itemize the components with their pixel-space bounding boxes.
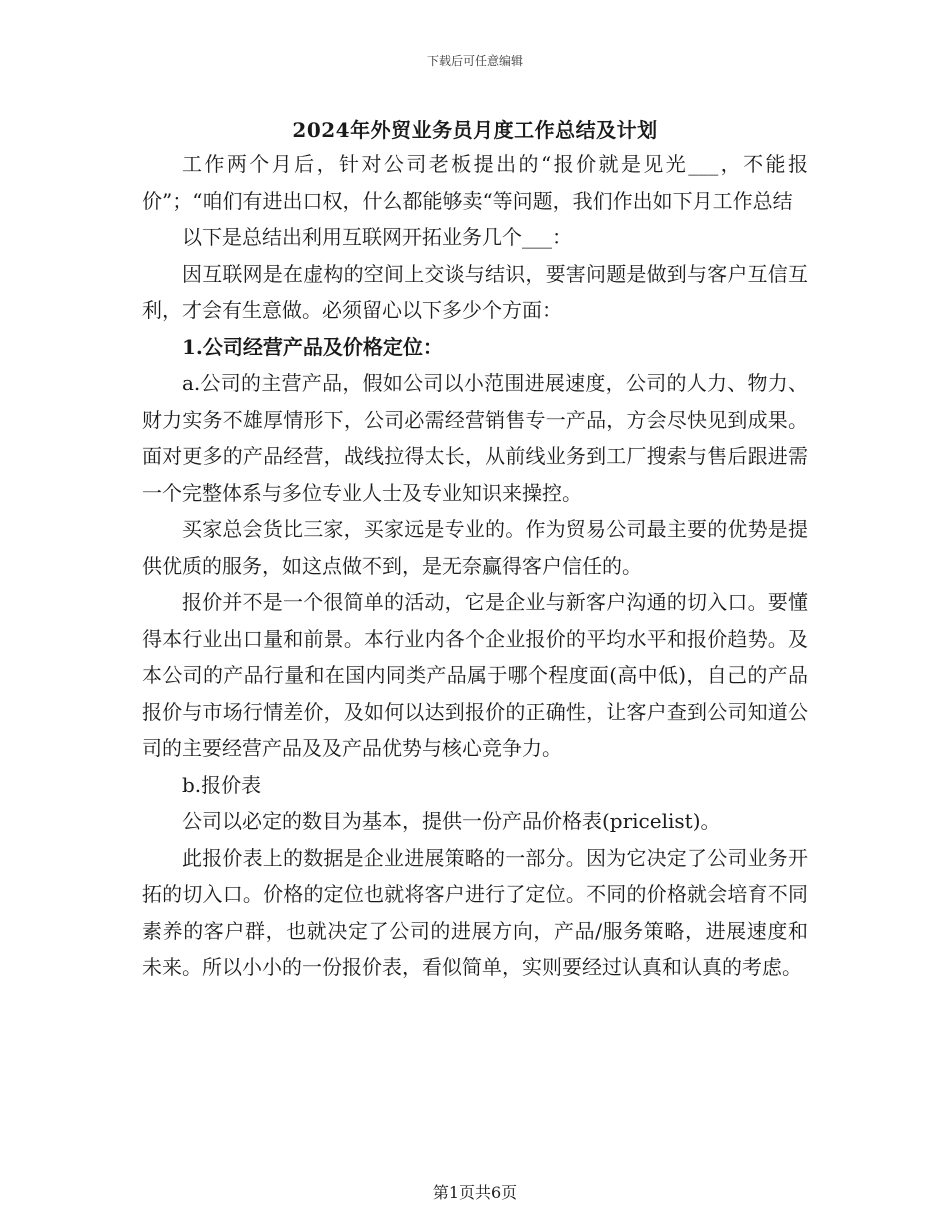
document-title: 2024年外贸业务员月度工作总结及计划 [292, 118, 658, 142]
paragraph-quotation-entry: 报价并不是一个很简单的活动，它是企业与新客户沟通的切入口。要懂得本行业出口量和前景。本行业内各个企业报价的平均水平和报价趋势。及本公司的产品行量和在国内同类产品属于哪个程度面(高中低)，自己的产品报价与市场行情差价，及如何以达到报价的正确性，让客户查到公司知道公司的主要经营产品及及产品优势与核心竞争力。 [142, 590, 808, 760]
paragraph-summary-lead: 以下是总结出利用互联网开拓业务几个___： [182, 225, 572, 249]
subheading-price-list: b.报价表 [182, 772, 262, 797]
paragraph-buyer-comparison: 买家总会货比三家，买家远是专业的。作为贸易公司最主要的优势是提供优质的服务，如这点做不到，是无奈赢得客户信任的。 [142, 517, 808, 578]
paragraph-main-product: a.公司的主营产品，假如公司以小范围进展速度，公司的人力、物力、财力实务不雄厚情形下，公司必需经营销售专一产品，方会尽快见到成果。面对更多的产品经营，战线拉得太长，从前线业务到工厂搜索与售后跟进需一个完整体系与多位专业人士及专业知识来操控。 [142, 371, 808, 505]
paragraph-price-list-basis: 公司以必定的数目为基本，提供一份产品价格表(pricelist)。 [182, 809, 721, 833]
paragraph-intro: 工作两个月后，针对公司老板提出的“报价就是见光___，不能报价”；“咱们有进出口权，什么都能够卖“等问题，我们作出如下月工作总结 [142, 152, 808, 213]
paragraph-internet-trust: 因互联网是在虚构的空间上交谈与结识，要害问题是做到与客户互信互利，才会有生意做。必须留心以下多少个方面： [142, 261, 808, 322]
paragraph-price-list-strategy: 此报价表上的数据是企业进展策略的一部分。因为它决定了公司业务开拓的切入口。价格的定位也就将客户进行了定位。不同的价格就会培育不同素养的客户群，也就决定了公司的进展方向，产品/服务策略，进展速度和未来。所以小小的一份报价表，看似简单，实则要经过认真和认真的考虑。 [142, 845, 808, 979]
section-heading-product-pricing: 1.公司经营产品及价格定位： [182, 334, 443, 359]
document-body [142, 146, 808, 986]
page-number: 第1页共6页 [432, 1183, 518, 1202]
page-header-note: 下载后可任意编辑 [426, 54, 523, 68]
